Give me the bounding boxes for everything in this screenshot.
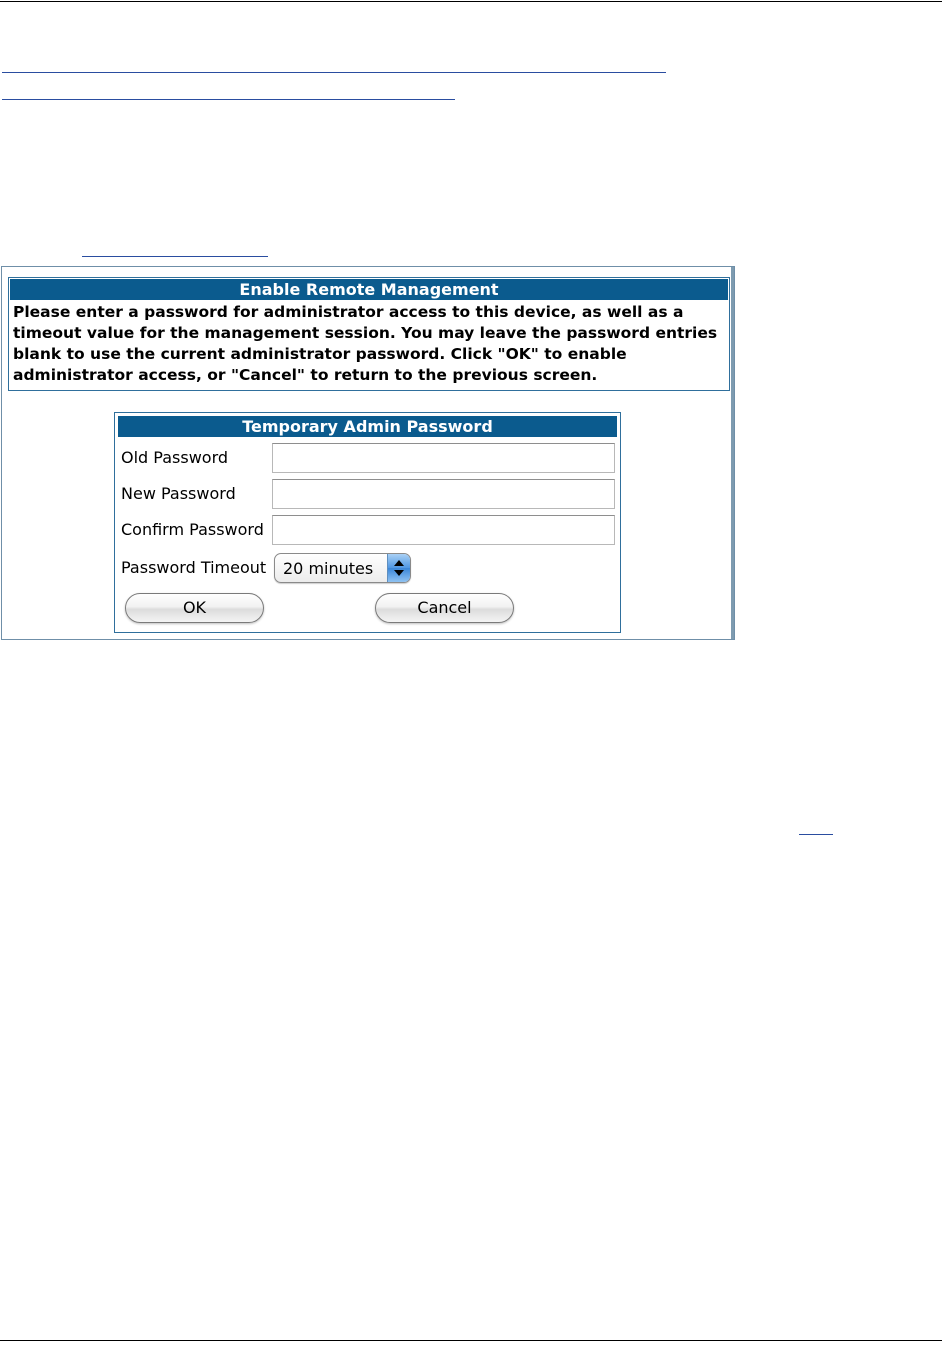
form-title: Temporary Admin Password <box>118 416 617 437</box>
link-underline-2[interactable] <box>2 99 455 100</box>
old-password-input[interactable] <box>272 443 615 473</box>
password-timeout-label: Password Timeout <box>121 558 267 577</box>
ok-button[interactable]: OK <box>125 593 264 623</box>
panel-edge <box>731 267 734 639</box>
new-password-label: New Password <box>121 484 236 503</box>
temporary-password-form <box>114 412 621 633</box>
old-password-label: Old Password <box>121 448 229 467</box>
remote-management-panel <box>1 266 735 640</box>
arrow-up-icon <box>394 560 404 566</box>
new-password-input[interactable] <box>272 479 615 509</box>
password-timeout-select[interactable] <box>274 553 411 583</box>
password-timeout-value: 20 minutes <box>283 559 374 578</box>
arrow-down-icon <box>394 570 404 576</box>
link-underline-3[interactable] <box>82 256 268 257</box>
select-arrows-icon <box>387 554 410 582</box>
cancel-button[interactable]: Cancel <box>375 593 514 623</box>
link-underline-1[interactable] <box>2 72 666 73</box>
info-box-title: Enable Remote Management <box>10 279 728 300</box>
info-box <box>8 277 730 391</box>
confirm-password-label: Confirm Password <box>121 520 264 539</box>
link-underline-4[interactable] <box>799 834 833 835</box>
info-box-instructions: Please enter a password for administrator access to this device, as well as a timeout value for the management session. You may leave the password entries blank to use the current administrator password. Click "OK" to enable administrator access, or "Cancel" to return to the previous screen. <box>13 303 718 384</box>
top-rule <box>0 1 942 2</box>
bottom-rule <box>0 1340 942 1341</box>
confirm-password-input[interactable] <box>272 515 615 545</box>
